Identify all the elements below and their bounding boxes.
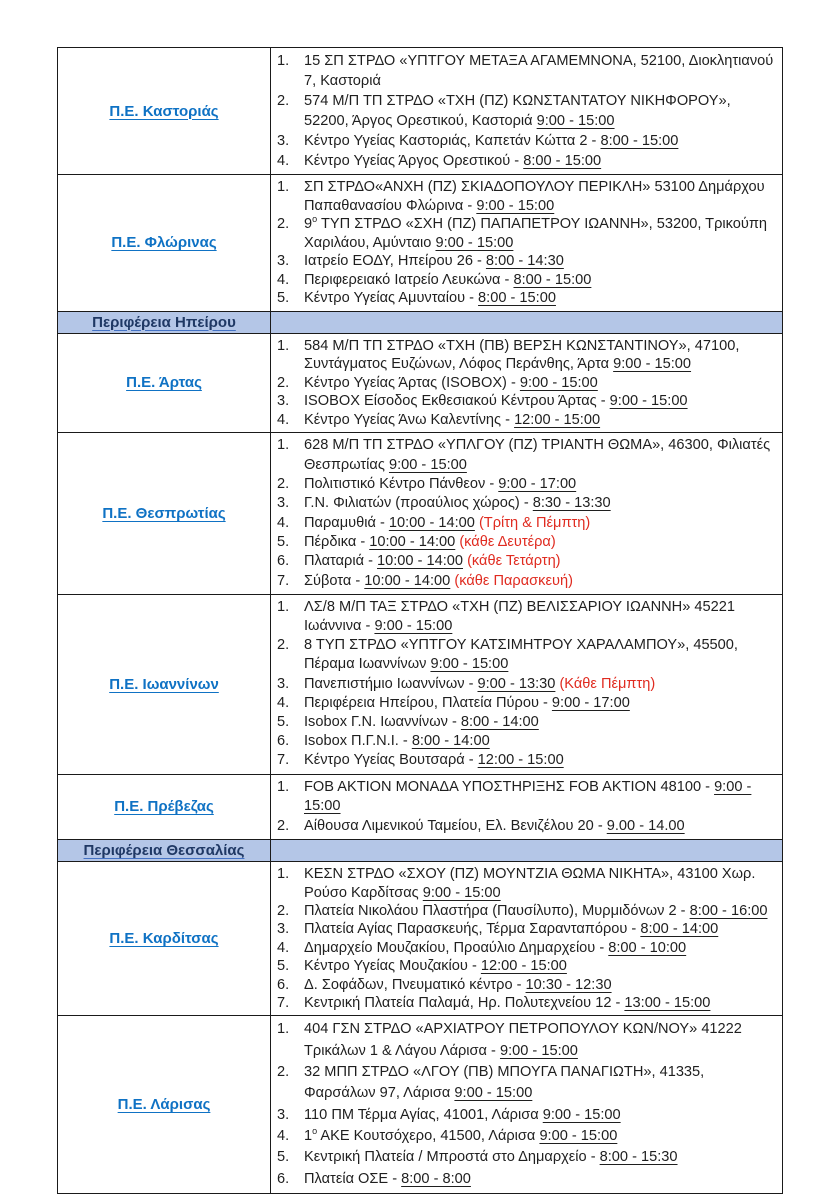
time-range: 10:00 - 14:00 [388,514,475,531]
locations-cell [271,48,782,174]
region-label-cell [58,862,271,1015]
location-item [277,337,774,374]
time-range: 9:00 - 15:00 [304,778,752,815]
time-range: 9:00 - 15:00 [499,1042,578,1059]
location-text: Isobox Γ.Ν. Ιωαννίνων - [304,714,461,731]
locations-cell [271,1016,782,1192]
location-text: 574 Μ/Π ΤΠ ΣΤΡΔΟ «ΤΧΗ (ΠΖ) ΚΩΝΣΤΑΝΤΑΤΟΥ ΝΙΚΗΦΟΡΟΥ», 52200, Άργος Ορεστικού, Καστοριά [304,93,731,129]
item-number: 1. [277,53,290,69]
region-row [58,774,782,840]
item-text [304,1105,774,1126]
day-note: (κάθε Παρασκευή) [450,572,573,589]
locations-cell [271,334,782,433]
item-text [304,178,774,215]
location-item [277,436,774,475]
item-text [304,411,774,430]
item-text [304,957,774,975]
item-number: 3. [277,921,290,938]
item-number: 4. [277,411,290,428]
group-header-label: Περιφέρεια Θεσσαλίας [83,842,245,860]
day-note: (Τρίτη & Πέμπτη) [474,514,591,531]
item-number: 5. [277,1149,290,1166]
location-item [277,939,774,957]
location-text: Κέντρο Υγείας Αμυνταίου - [304,290,479,306]
item-text [304,131,774,151]
location-item [277,392,774,411]
time-range: 9:00 - 15:00 [435,234,514,251]
locations-cell [271,312,782,333]
item-number: 4. [277,939,290,956]
location-text: 8 ΤΥΠ ΣΤΡΔΟ «ΥΠΤΓΟΥ ΚΑΤΣΙΜΗΤΡΟΥ ΧΑΡΑΛΑΜΠΟΥ», 45500, Πέραμα Ιωαννίνων [304,637,738,673]
item-text [304,598,774,636]
item-text [304,494,774,513]
location-text: Κεντρική Πλατεία / Μπροστά στο Δημαρχείο - [304,1149,600,1166]
locations-cell [271,862,782,1015]
time-range: 9:00 - 17:00 [551,694,630,711]
location-item [277,994,774,1012]
item-text [304,675,774,694]
item-number: 2. [277,637,290,654]
locations-cell [271,175,782,311]
region-link[interactable]: Π.Ε. Καρδίτσας [109,930,219,948]
location-item [277,1062,774,1105]
locations-cell [271,775,782,840]
locations-cell [271,433,782,593]
time-range: 9.00 - 14.00 [606,817,685,834]
location-text: Κέντρο Υγείας Άνω Καλεντίνης - [304,411,515,428]
item-number: 1. [277,598,290,615]
location-text: 404 ΓΣΝ ΣΤΡΔΟ «ΑΡΧΙΑΤΡΟΥ ΠΕΤΡΟΠΟΥΛΟΥ ΚΩΝ/ΝΟΥ» 41222 Τρικάλων 1 & Λάγου Λάρισα - [304,1021,742,1059]
region-label-cell [58,334,271,433]
time-range: 12:00 - 15:00 [477,752,564,769]
region-group-header-row [58,839,782,861]
region-row [58,1015,782,1192]
location-text: 15 ΣΠ ΣΤΡΔΟ «ΥΠΤΓΟΥ ΜΕΤΑΞΑ ΑΓΑΜΕΜΝΟΝΑ, 52100, Διοκλητιανού 7, Καστοριά [304,53,774,89]
location-text: 110 ΠΜ Τέρμα Αγίας, 41001, Λάρισα [304,1106,543,1123]
item-text [304,1062,774,1105]
item-number: 3. [277,675,290,692]
item-text [304,778,774,817]
location-item [277,374,774,393]
item-text [304,920,774,938]
ordinal-superscript: ο [312,214,318,225]
item-number: 2. [277,902,290,919]
location-item [277,817,774,837]
location-item [277,572,774,591]
day-note: (κάθε Τετάρτη) [463,553,561,570]
item-text [304,337,774,374]
location-item [277,252,774,271]
item-text [304,1147,774,1168]
item-number: 2. [277,374,290,391]
location-text: Πλατεία ΟΣΕ - [304,1170,402,1187]
region-row [58,594,782,774]
location-text: Κέντρο Υγείας Καστοριάς, Καπετάν Κώττα 2 - [304,133,601,149]
item-text [304,392,774,411]
time-range: 8:00 - 10:00 [608,939,687,956]
item-number: 3. [277,1106,290,1123]
item-text [304,533,774,552]
location-item [277,475,774,494]
region-label-cell [58,1016,271,1192]
region-link[interactable]: Π.Ε. Καστοριάς [109,102,219,120]
location-text: 32 ΜΠΠ ΣΤΡΔΟ «ΛΓΟΥ (ΠΒ) ΜΠΟΥΓΑ ΠΑΝΑΓΙΩΤΗ», 41335, Φαρσάλων 97, Λάρισα [304,1064,705,1102]
time-range: 12:00 - 15:00 [480,958,567,975]
location-item [277,289,774,308]
item-number: 6. [277,1170,290,1187]
location-text: Κέντρο Υγείας Μουζακίου - [304,958,481,975]
time-range: 9:00 - 15:00 [374,618,453,635]
time-range: 9:00 - 15:00 [542,1106,621,1123]
time-range: 9:00 - 17:00 [498,476,577,493]
time-range: 9:00 - 15:00 [536,113,615,129]
location-text: Πλαταριά - [304,553,377,570]
location-text: Πολιτιστικό Κέντρο Πάνθεον - [304,476,499,493]
item-text [304,1169,774,1190]
item-text [304,252,774,271]
location-text: Περιφερειακό Ιατρείο Λευκώνα - [304,271,514,288]
location-item [277,732,774,751]
time-range: 8:00 - 16:00 [689,902,768,919]
time-range: 8:00 - 14:00 [640,921,719,938]
item-text [304,751,774,770]
location-text: Κέντρο Υγείας Βουτσαρά - [304,752,478,769]
location-text: Πλατεία Νικολάου Πλαστήρα (Παυσίλυπο), Μυρμιδόνων 2 - [304,902,690,919]
item-number: 3. [277,253,290,269]
location-item [277,675,774,694]
item-number: 1. [277,337,290,354]
ordinal-superscript: ο [312,1126,318,1137]
item-text [304,865,774,902]
time-range: 8:30 - 13:30 [532,495,611,512]
location-item [277,920,774,938]
time-range: 10:00 - 14:00 [377,553,464,570]
item-text [304,1126,774,1147]
location-text: Ιατρείο ΕΟΔΥ, Ηπείρου 26 - [304,253,486,269]
region-link[interactable]: Π.Ε. Λάρισας [117,1096,211,1114]
location-text: Σύβοτα - [304,572,365,589]
item-text [304,91,774,131]
time-range: 9:00 - 15:00 [539,1127,618,1144]
item-text [304,694,774,713]
item-number: 7. [277,995,290,1012]
item-number: 3. [277,495,290,512]
day-note: (Κάθε Πέμπτη) [555,675,656,692]
location-text: Κέντρο Υγείας Άργος Ορεστικού - [304,153,524,169]
time-range: 8:00 - 15:00 [600,133,679,149]
location-item [277,494,774,513]
location-item [277,1105,774,1126]
time-range: 8:00 - 14:30 [485,253,564,269]
item-text [304,374,774,393]
day-note: (κάθε Δευτέρα) [455,533,556,550]
location-item [277,1169,774,1190]
item-number: 2. [277,216,290,232]
region-link[interactable]: Π.Ε. Άρτας [126,374,202,392]
time-range: 9:00 - 15:00 [476,197,555,214]
item-text [304,572,774,591]
location-item [277,552,774,571]
location-text: Παραμυθιά - [304,514,389,531]
location-item [277,51,774,91]
region-row [58,333,782,433]
item-number: 2. [277,817,290,834]
time-range: 9:00 - 15:00 [613,356,692,373]
location-text: ΑΚΕ Κουτσόχερο, 41500, Λάρισα [317,1127,540,1144]
location-item [277,533,774,552]
item-number: 3. [277,133,290,149]
item-number: 6. [277,976,290,993]
location-item [277,411,774,430]
item-text [304,51,774,91]
item-number: 4. [277,694,290,711]
item-text [304,713,774,732]
time-range: 10:00 - 14:00 [369,533,456,550]
item-number: 5. [277,533,290,550]
region-link[interactable]: Π.Ε. Ιωαννίνων [109,675,219,693]
location-text: Αίθουσα Λιμενικού Ταμείου, Ελ. Βενιζέλου 20 - [304,817,607,834]
item-number: 1. [277,179,290,195]
item-number: 2. [277,1064,290,1081]
item-text [304,215,774,252]
item-text [304,939,774,957]
time-range: 9:00 - 15:00 [609,393,688,410]
region-label-cell [58,433,271,593]
time-range: 8:00 - 14:00 [411,733,490,750]
item-text [304,151,774,171]
region-label-cell [58,595,271,774]
schedule-table [57,47,783,1194]
location-text: Πανεπιστήμιο Ιωαννίνων - [304,675,478,692]
time-range: 9:00 - 13:30 [477,675,556,692]
item-number: 2. [277,93,290,109]
region-row [58,48,782,174]
region-link[interactable]: Π.Ε. Φλώρινας [111,234,217,252]
location-text: Περιφέρεια Ηπείρου, Πλατεία Πύρου - [304,694,552,711]
region-row [58,174,782,311]
location-text: Κεντρική Πλατεία Παλαμά, Ηρ. Πολυτεχνείου 12 - [304,995,625,1012]
location-item [277,131,774,151]
location-item [277,514,774,533]
item-number: 5. [277,714,290,731]
time-range: 8:00 - 8:00 [401,1170,471,1187]
item-number: 4. [277,271,290,288]
region-label-cell [58,48,271,174]
location-item [277,178,774,215]
location-text: Δ. Σοφάδων, Πνευματικό κέντρο - [304,976,526,993]
item-text [304,636,774,674]
item-number: 6. [277,733,290,750]
location-text: Γ.Ν. Φιλιατών (προαύλιος χώρος) - [304,495,533,512]
location-text: 9 [304,216,313,232]
location-text: 628 Μ/Π ΤΠ ΣΤΡΔΟ «ΥΠΛΓΟΥ (ΠΖ) ΤΡΙΑΝΤΗ ΘΩΜΑ», 46300, Φιλιατές Θεσπρωτίας [304,437,771,473]
location-text: 1 [304,1127,313,1144]
item-number: 1. [277,437,290,454]
location-item [277,751,774,770]
time-range: 9:00 - 15:00 [430,656,509,673]
locations-cell [271,595,782,774]
group-header-label: Περιφέρεια Ηπείρου [92,313,236,331]
item-text [304,1019,774,1062]
location-text: ΚΕΣΝ ΣΤΡΔΟ «ΣΧΟΥ (ΠΖ) ΜΟΥΝΤΖΙΑ ΘΩΜΑ ΝΙΚΗΤΑ», 43100 Χωρ. Ρούσο Καρδίτσας [304,866,756,901]
location-text: 584 Μ/Π ΤΠ ΣΤΡΔΟ «ΤΧΗ (ΠΒ) ΒΕΡΣΗ ΚΩΝΣΤΑΝΤΙΝΟΥ», 47100, Συντάγματος Ευζώνων, Λόφος Περάνθης, Άρτα [304,337,740,373]
location-text: FOB AKTION ΜΟΝΑΔΑ ΥΠΟΣΤΗΡΙΞΗΣ FOB AKTION 48100 - [304,778,715,795]
time-range: 8:00 - 15:00 [513,271,592,288]
item-text [304,289,774,308]
location-item [277,598,774,636]
location-text: Κέντρο Υγείας Άρτας (ISOBOX) - [304,374,520,391]
locations-cell [271,840,782,861]
time-range: 8:00 - 15:00 [523,153,602,169]
location-item [277,1147,774,1168]
item-text [304,732,774,751]
item-text [304,271,774,290]
location-item [277,713,774,732]
item-text [304,994,774,1012]
item-text [304,552,774,571]
time-range: 8:00 - 15:00 [478,290,556,306]
location-text: Πλατεία Αγίας Παρασκευής, Τέρμα Σαρανταπόρου - [304,921,641,938]
time-range: 13:00 - 15:00 [624,995,711,1012]
location-item [277,1126,774,1147]
item-number: 1. [277,866,290,883]
region-link[interactable]: Π.Ε. Πρέβεζας [114,798,214,816]
region-link[interactable]: Π.Ε. Θεσπρωτίας [102,505,226,523]
item-number: 2. [277,476,290,493]
time-range: 9:00 - 15:00 [388,456,467,473]
item-number: 5. [277,958,290,975]
time-range: 10:30 - 12:30 [525,976,612,993]
item-text [304,436,774,475]
location-text: ISOBOX Είσοδος Εκθεσιακού Κέντρου Άρτας - [304,393,610,410]
time-range: 8:00 - 14:00 [460,714,539,731]
item-number: 4. [277,514,290,531]
location-item [277,271,774,290]
time-range: 9:00 - 15:00 [519,374,598,391]
location-text: Δημαρχείο Μουζακίου, Προαύλιο Δημαρχείου - [304,939,609,956]
location-item [277,902,774,920]
item-number: 1. [277,778,290,795]
item-number: 3. [277,393,290,410]
region-row [58,432,782,593]
region-label-cell [58,775,271,840]
location-item [277,215,774,252]
location-item [277,865,774,902]
location-item [277,976,774,994]
item-number: 6. [277,553,290,570]
time-range: 10:00 - 14:00 [364,572,451,589]
time-range: 9:00 - 15:00 [454,1085,533,1102]
time-range: 12:00 - 15:00 [514,411,601,428]
location-item [277,636,774,674]
region-row [58,861,782,1015]
item-text [304,976,774,994]
location-text: ΤΥΠ ΣΤΡΔΟ «ΣΧΗ (ΠΖ) ΠΑΠΑΠΕΤΡΟΥ ΙΩΑΝΝΗ», 53200, Τρικούπη Χαριλάου, Αμύνταιο [304,216,768,251]
group-header-cell [58,840,271,861]
location-item [277,91,774,131]
item-number: 4. [277,1127,290,1144]
item-text [304,817,774,837]
location-item [277,151,774,171]
time-range: 8:00 - 15:30 [599,1149,678,1166]
location-text: ΛΣ/8 Μ/Π ΤΑΞ ΣΤΡΔΟ «ΤΧΗ (ΠΖ) ΒΕΛΙΣΣΑΡΙΟΥ ΙΩΑΝΝΗ» 45221 Ιωάννινα - [304,598,735,635]
item-number: 7. [277,752,290,769]
time-range: 9:00 - 15:00 [422,884,501,901]
item-number: 4. [277,153,290,169]
location-text: ΣΠ ΣΤΡΔΟ«ΑΝΧΗ (ΠΖ) ΣΚΙΑΔΟΠΟΥΛΟΥ ΠΕΡΙΚΛΗ» 53100 Δημάρχου Παπαθανασίου Φλώρινα - [304,179,765,214]
region-label-cell [58,175,271,311]
location-text: Isobox Π.Γ.Ν.Ι. - [304,733,412,750]
item-number: 7. [277,572,290,589]
group-header-cell [58,312,271,333]
item-text [304,475,774,494]
location-text: Πέρδικα - [304,533,370,550]
location-item [277,1019,774,1062]
item-number: 5. [277,290,290,306]
item-text [304,902,774,920]
region-group-header-row [58,311,782,333]
location-item [277,957,774,975]
location-item [277,778,774,817]
item-text [304,514,774,533]
item-number: 1. [277,1021,290,1038]
location-item [277,694,774,713]
